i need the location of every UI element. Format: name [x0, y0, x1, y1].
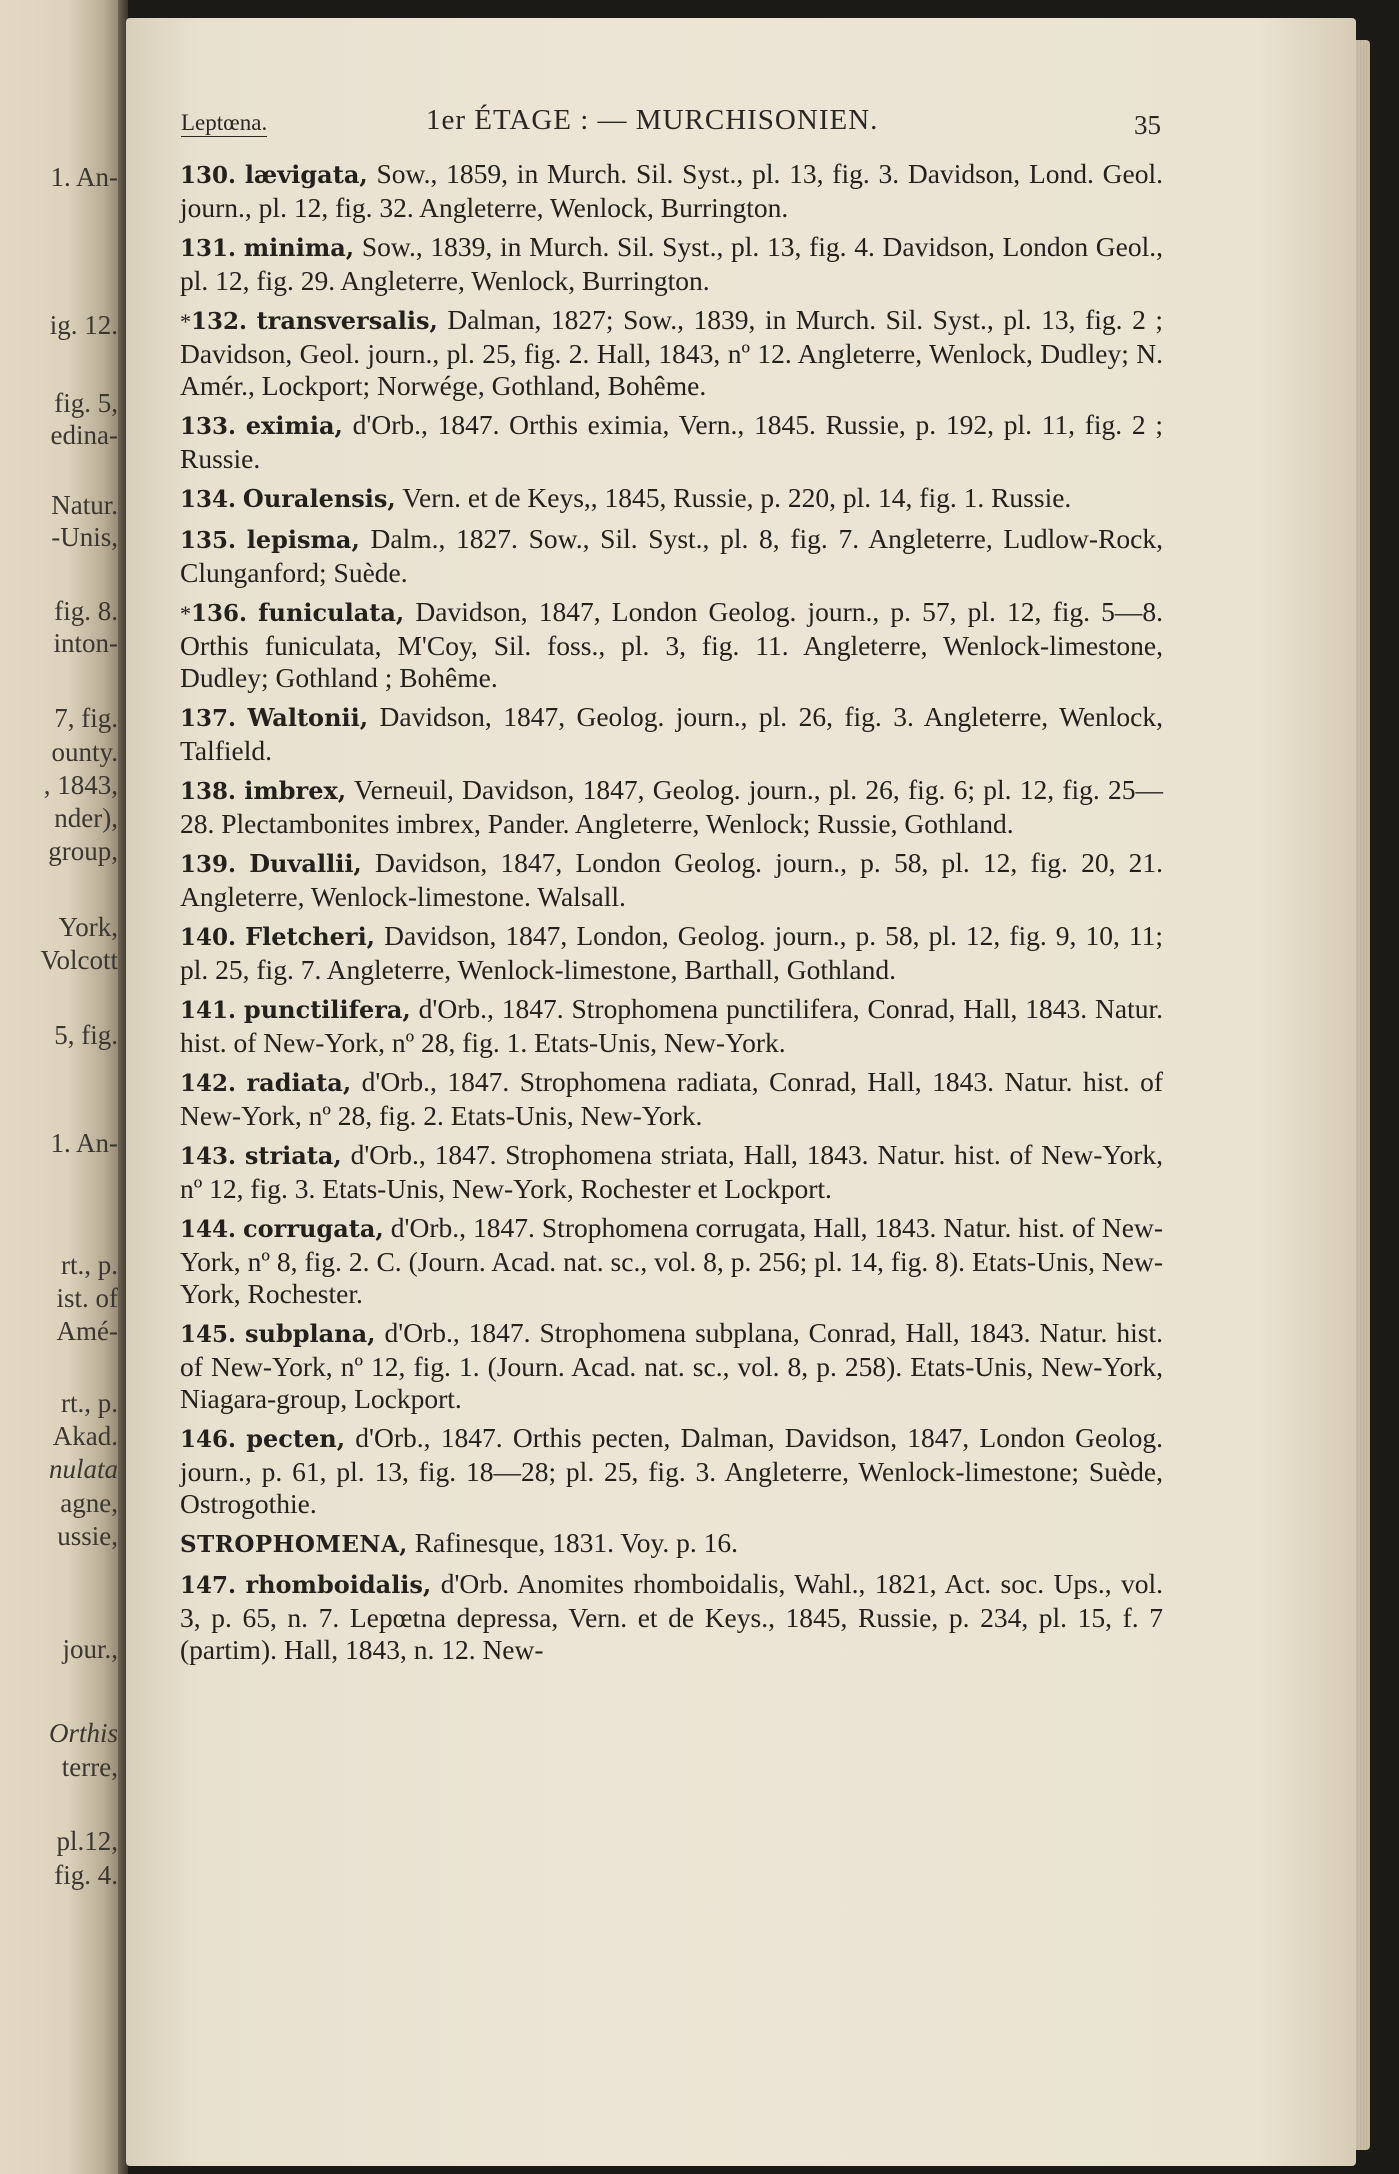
- margin-fragment: jour.,: [62, 1634, 118, 1664]
- species-name: eximia,: [245, 411, 343, 440]
- margin-fragment: 1. An-: [50, 1128, 118, 1158]
- header-genus: Leptœna.: [181, 110, 268, 135]
- entry-text: d'Orb., 1847. Strophomena subplana, Conrad, Hall, 1843. Natur. hist. of New-York, nº 12, fig. 1. (Journ. Acad. nat. sc., vol. 8, p. 258). Etats-Unis, New-York, Niagara-group, Lockport.: [180, 1317, 1163, 1414]
- species-entry: [180, 304, 1163, 402]
- entry-text: d'Orb., 1847. Strophomena radiata, Conrad, Hall, 1843. Natur. hist. of New-York, nº 28, fig. 2. Etats-Unis, New-York.: [180, 1066, 1163, 1131]
- species-entry: [180, 1568, 1163, 1666]
- species-name: Fletcheri,: [245, 922, 376, 951]
- genus-name: STROPHOMENA,: [180, 1531, 408, 1558]
- entry-number: 141.: [180, 997, 237, 1024]
- margin-fragment: ussie,: [57, 1521, 118, 1551]
- entry-number: 147.: [180, 1572, 237, 1599]
- page-number: 35: [1134, 110, 1161, 140]
- margin-fragment: pl.12,: [56, 1826, 118, 1856]
- entry-text: d'Orb., 1847. Strophomena striata, Hall, 1843. Natur. hist. of New-York, nº 12, fig. 3. Etats-Unis, New-York, Rochester et Lockport.: [180, 1139, 1163, 1204]
- margin-fragment: rt., p.: [61, 1388, 118, 1418]
- species-entry: [180, 993, 1163, 1059]
- margin-fragment: edina-: [50, 420, 118, 450]
- species-entry: [180, 774, 1163, 840]
- species-entry: [180, 1212, 1163, 1310]
- species-name: Ouralensis,: [242, 484, 396, 513]
- margin-fragment: fig. 5,: [54, 388, 118, 418]
- entry-number: 146.: [180, 1426, 237, 1453]
- entry-text: d'Orb. Anomites rhomboidalis, Wahl., 1821, Act. soc. Ups., vol. 3, p. 65, n. 7. Lepœtna depressa, Vern. et de Keys., 1845, Russie, p. 234, pl. 15, f. 7 (partim). Hall, 1843, n. 12. New-: [180, 1568, 1164, 1665]
- margin-fragment: nulata: [48, 1454, 118, 1484]
- species-name: Duvallii,: [249, 849, 362, 878]
- margin-fragment: ig. 12.: [49, 310, 118, 340]
- species-name: subplana,: [244, 1319, 376, 1348]
- species-name: lævigata,: [244, 160, 368, 189]
- margin-fragment: ounty.: [51, 737, 118, 767]
- species-name: striata,: [244, 1141, 342, 1170]
- species-entry: [180, 409, 1163, 475]
- genus-heading: [180, 1527, 1163, 1561]
- facing-page: [0, 0, 122, 2174]
- species-name: pecten,: [246, 1424, 346, 1453]
- species-entry: [180, 847, 1163, 913]
- margin-fragment: nder),: [54, 803, 118, 833]
- entry-number: 134.: [180, 486, 237, 513]
- species-name: minima,: [243, 233, 355, 262]
- margin-fragment: , 1843,: [43, 770, 118, 800]
- species-entry: [180, 1066, 1163, 1132]
- entry-number: 138.: [180, 778, 237, 805]
- entry-text: Davidson, 1847, Geolog. journ., pl. 26, fig. 3. Angleterre, Wenlock, Talfield.: [180, 701, 1163, 766]
- margin-fragment: 7, fig.: [54, 703, 118, 733]
- margin-fragment: agne,: [60, 1488, 118, 1518]
- entry-text: Davidson, 1847, London Geolog. journ., p. 58, pl. 12, fig. 20, 21. Angleterre, Wenlock-limestone. Walsall.: [180, 847, 1163, 912]
- entry-text: d'Orb., 1847. Orthis pecten, Dalman, Davidson, 1847, London Geolog. journ., p. 61, pl. 13, fig. 18—28; pl. 25, fig. 3. Angleterre, Wenlock-limestone; Suède, Ostrogothie.: [180, 1422, 1163, 1519]
- entry-text: Dalm., 1827. Sow., Sil. Syst., pl. 8, fig. 7. Angleterre, Ludlow-Rock, Clunganford; Suède.: [180, 523, 1163, 588]
- species-entry: [180, 596, 1163, 694]
- entry-text: Vern. et de Keys,, 1845, Russie, p. 220, pl. 14, fig. 1. Russie.: [402, 482, 1072, 513]
- entry-number: 130.: [180, 162, 237, 189]
- entry-star: *: [180, 601, 191, 626]
- species-entry: [180, 1139, 1163, 1205]
- species-entry: [180, 231, 1163, 297]
- entry-text: d'Orb., 1847. Strophomena corrugata, Hall, 1843. Natur. hist. of New-York, nº 8, fig. 2. C. (Journ. Acad. nat. sc., vol. 8, p. 256; pl. 14, fig. 8). Etats-Unis, New-York, Rochester.: [180, 1212, 1163, 1309]
- species-name: imbrex,: [244, 776, 347, 805]
- margin-fragment: ist. of: [56, 1283, 118, 1313]
- running-header: [181, 104, 1161, 144]
- species-name: corrugata,: [243, 1214, 384, 1243]
- species-name: rhomboidalis,: [245, 1570, 432, 1599]
- margin-fragment: fig. 8.: [54, 596, 118, 626]
- entry-text: Rafinesque, 1831. Voy. p. 16.: [414, 1527, 739, 1558]
- species-entry: [180, 1422, 1163, 1520]
- entry-text: Davidson, 1847, London Geolog. journ., p. 57, pl. 12, fig. 5—8. Orthis funiculata, M'Coy, Sil. foss., pl. 3, fig. 11. Angleterre, Wenlock-limestone, Dudley; Gothland ; Bohême.: [180, 596, 1164, 693]
- entry-text: Davidson, 1847, London, Geolog. journ., p. 58, pl. 12, fig. 9, 10, 11; pl. 25, fig. 7. Angleterre, Wenlock-limestone, Barthall, Gothland.: [180, 920, 1163, 985]
- margin-fragment: Volcott: [40, 945, 118, 975]
- entry-number: 140.: [180, 924, 237, 951]
- species-name: Waltonii,: [247, 703, 369, 732]
- entry-number: 135.: [180, 527, 237, 554]
- entry-number: 137.: [180, 705, 237, 732]
- header-stage-title: 1er ÉTAGE : — MURCHISONIEN.: [426, 104, 879, 136]
- margin-fragment: inton-: [53, 628, 118, 658]
- entry-star: *: [180, 309, 191, 334]
- margin-fragment: fig. 4.: [54, 1860, 118, 1890]
- species-name: funiculata,: [258, 598, 405, 627]
- species-entry: [180, 523, 1163, 589]
- entry-text: Sow., 1859, in Murch. Sil. Syst., pl. 13, fig. 3. Davidson, Lond. Geol. journ., pl. 12, fig. 32. Angleterre, Wenlock, Burrington.: [180, 158, 1163, 223]
- margin-fragment: 5, fig.: [54, 1020, 118, 1050]
- entry-text: Sow., 1839, in Murch. Sil. Syst., pl. 13, fig. 4. Davidson, London Geol., pl. 12, fig. 29. Angleterre, Wenlock, Burrington.: [180, 231, 1164, 296]
- entry-text: d'Orb., 1847. Orthis eximia, Vern., 1845. Russie, p. 192, pl. 11, fig. 2 ; Russie.: [180, 409, 1164, 474]
- margin-fragment: Orthis: [48, 1718, 118, 1748]
- entry-number: 142.: [180, 1070, 237, 1097]
- species-list: [180, 158, 1163, 1673]
- entry-number: 145.: [180, 1321, 237, 1348]
- margin-fragment: Amé-: [56, 1316, 118, 1346]
- margin-fragment: terre,: [61, 1752, 118, 1782]
- species-name: lepisma,: [246, 525, 360, 554]
- entry-number: 132.: [191, 308, 248, 335]
- species-entry: [180, 1317, 1163, 1415]
- margin-fragment: rt., p.: [61, 1250, 118, 1280]
- entry-text: Verneuil, Davidson, 1847, Geolog. journ., pl. 26, fig. 6; pl. 12, fig. 25—28. Plectambonites imbrex, Pander. Angleterre, Wenlock; Russie, Gothland.: [180, 774, 1163, 839]
- entry-text: d'Orb., 1847. Strophomena punctilifera, Conrad, Hall, 1843. Natur. hist. of New-York, nº 28, fig. 1. Etats-Unis, New-York.: [180, 993, 1164, 1058]
- margin-fragment: 1. An-: [50, 162, 118, 192]
- species-name: radiata,: [246, 1068, 352, 1097]
- entry-number: 131.: [180, 235, 237, 262]
- margin-fragment: Akad.: [52, 1421, 118, 1451]
- margin-fragment: group,: [48, 836, 118, 866]
- species-entry: [180, 482, 1163, 516]
- species-name: punctilifera,: [243, 995, 411, 1024]
- margin-fragment: Natur.: [51, 490, 118, 520]
- entry-number: 133.: [180, 413, 237, 440]
- species-entry: [180, 158, 1163, 224]
- entry-number: 143.: [180, 1143, 237, 1170]
- entry-text: Dalman, 1827; Sow., 1839, in Murch. Sil. Syst., pl. 13, fig. 2 ; Davidson, Geol. journ., pl. 25, fig. 2. Hall, 1843, nº 12. Angleterre, Wenlock, Dudley; N. Amér., Lockport; Norwége, Gothland, Bohême.: [180, 304, 1164, 401]
- entry-number: 139.: [180, 851, 237, 878]
- species-entry: [180, 920, 1163, 986]
- page-edges: [1356, 40, 1370, 2150]
- margin-fragment: York,: [58, 912, 118, 942]
- entry-number: 144.: [180, 1216, 237, 1243]
- species-name: transversalis,: [256, 306, 438, 335]
- margin-fragment: -Unis,: [51, 522, 118, 552]
- entry-number: 136.: [191, 600, 248, 627]
- species-entry: [180, 701, 1163, 767]
